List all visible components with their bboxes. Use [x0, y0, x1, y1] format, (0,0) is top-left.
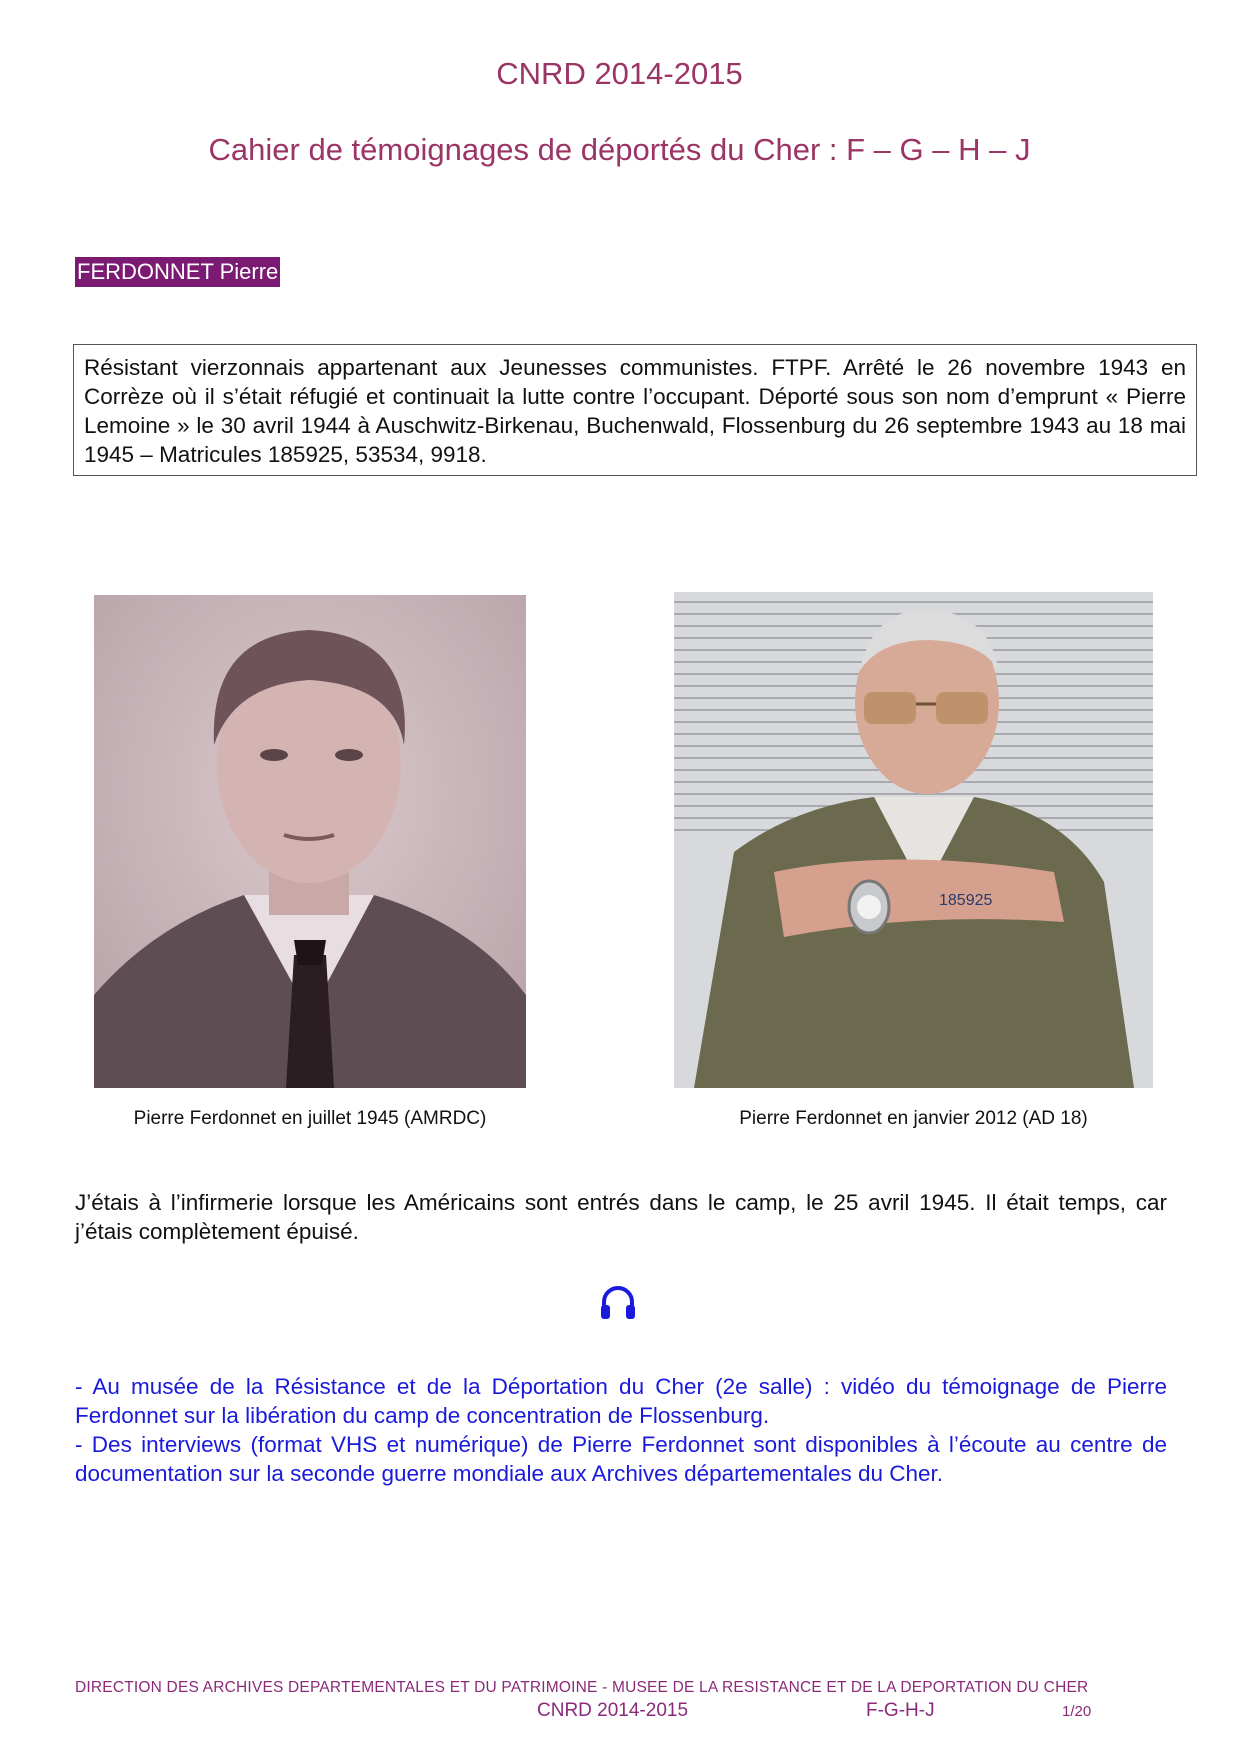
biography-text: Résistant vierzonnais appartenant aux Jeunesses communistes. FTPF. Arrêté le 26 novembre 1943 en Corrèze où il s’était réfugié et continuait la lutte contre l’occupant. Déporté sous son nom d’emprunt « Pierre Lemoine » le 30 avril 1944 à Auschwitz-Birkenau, Buchenwald, Flossenburg du 26 septembre 1943 au 18 mai 1945 – Matricules 185925, 53534, 9918. — [84, 355, 1186, 467]
footer-institutions: DIRECTION DES ARCHIVES DEPARTEMENTALES ET DU PATRIMOINE - MUSEE DE LA RESISTANCE ET DE LA DEPORTATION DU CHER — [75, 1679, 1089, 1696]
page-title: CNRD 2014-2015 — [496, 56, 743, 91]
headphones-icon — [598, 1283, 638, 1323]
testimony-quote: J’étais à l’infirmerie lorsque les Américains sont entrés dans le camp, le 25 avril 1945. Il était temps, car j’étais complètement épuisé. — [75, 1190, 1167, 1244]
photo-ferdonnet-2012 — [674, 592, 1153, 1088]
page-subtitle: Cahier de témoignages de déportés du Cher : F – G – H – J — [208, 132, 1031, 167]
resources-section — [75, 1372, 1167, 1488]
page-number: 1/20 — [1062, 1703, 1092, 1720]
resource-museum-video: - Au musée de la Résistance et de la Déportation du Cher (2e salle) : vidéo du témoignage de Pierre Ferdonnet sur la libération du camp de concentration de Flossenburg. — [75, 1374, 1167, 1428]
photo-ferdonnet-1945 — [94, 595, 526, 1088]
svg-text:185925: 185925 — [939, 892, 993, 909]
photo-caption-1945: Pierre Ferdonnet en juillet 1945 (AMRDC) — [133, 1108, 487, 1129]
footer-letters: F-G-H-J — [866, 1700, 935, 1721]
photo-caption-2012: Pierre Ferdonnet en janvier 2012 (AD 18) — [739, 1108, 1088, 1129]
person-name-heading: FERDONNET Pierre — [75, 257, 280, 287]
footer-cnrd: CNRD 2014-2015 — [537, 1700, 689, 1721]
resource-interviews: - Des interviews (format VHS et numérique) de Pierre Ferdonnet sont disponibles à l’écoute au centre de documentation sur la seconde guerre mondiale aux Archives départementales du Cher. — [75, 1432, 1167, 1486]
biography-box — [73, 344, 1197, 476]
